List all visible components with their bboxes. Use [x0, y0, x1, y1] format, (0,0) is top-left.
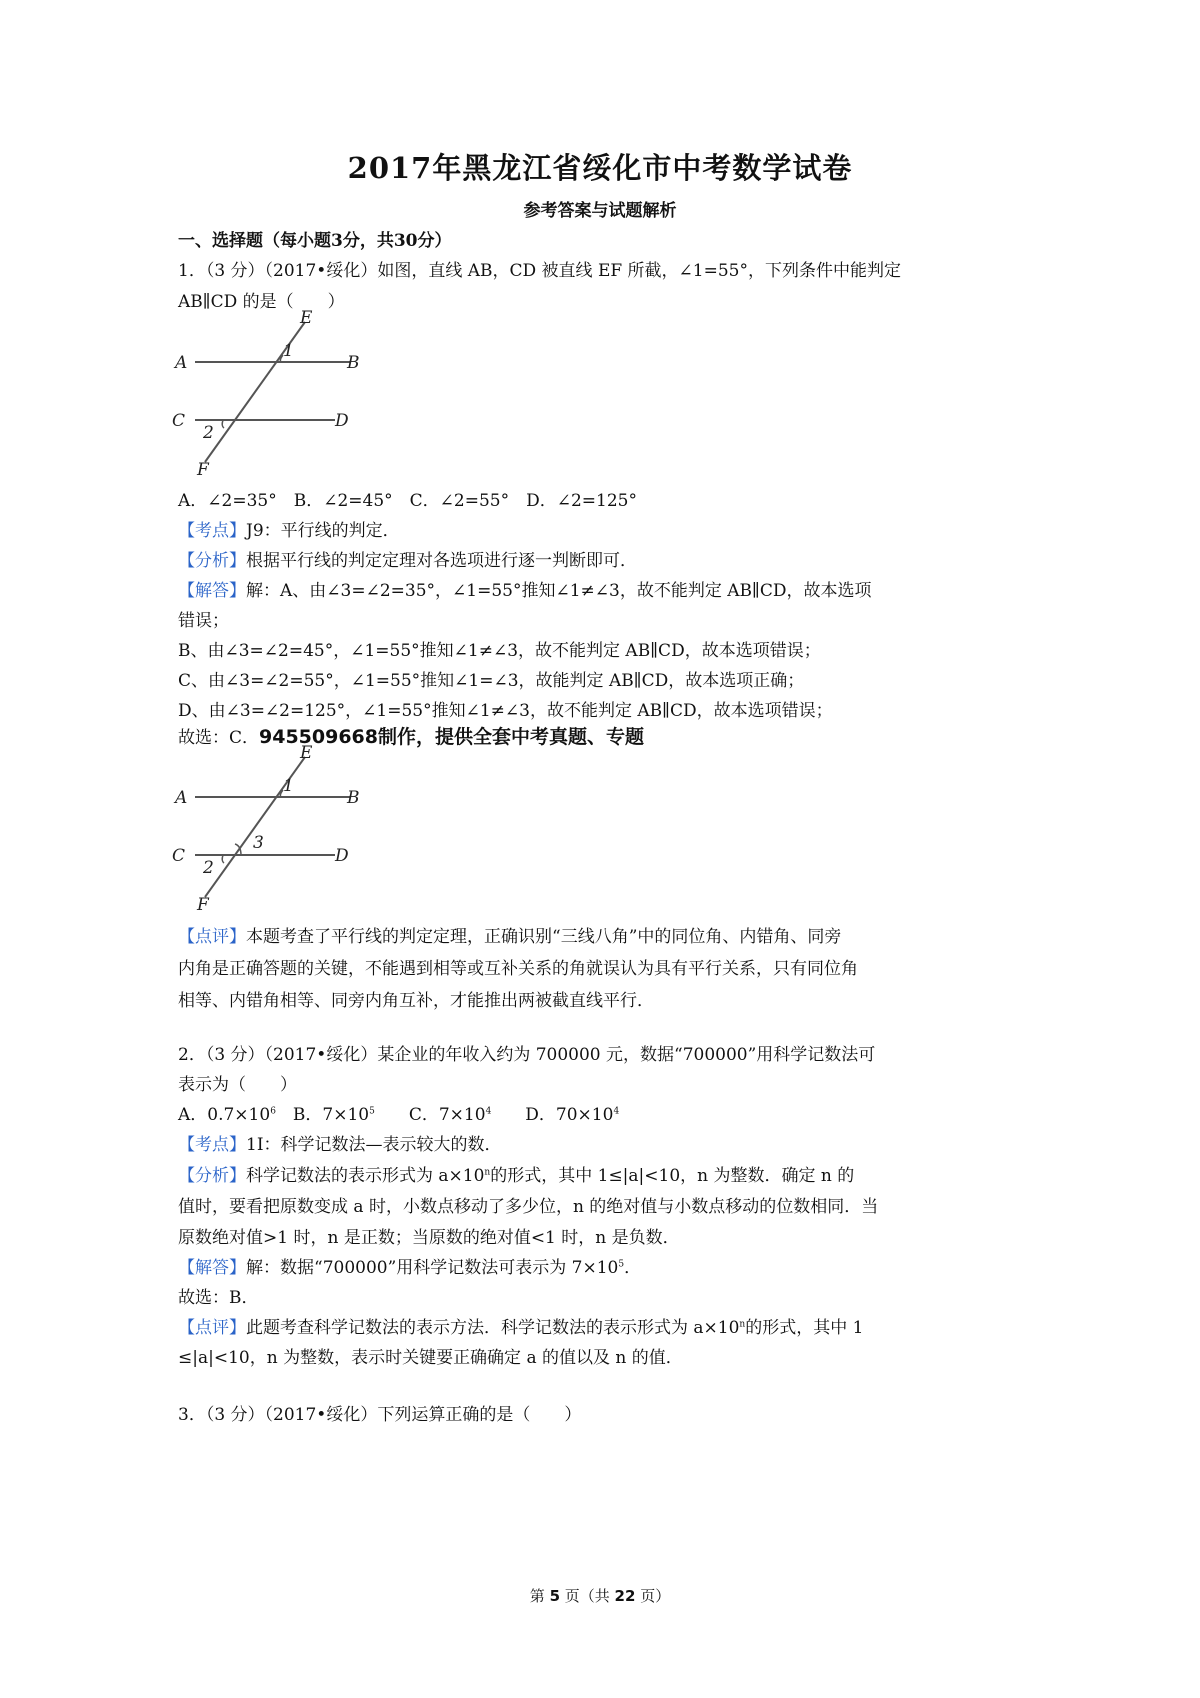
q2-option-b-exp: 5 [369, 1106, 375, 1117]
angle-2-arc [222, 420, 224, 428]
page-footer [0, 1585, 1200, 1606]
label-e: E [300, 743, 313, 763]
q1-stem-line2: AB∥CD 的是（ ） [178, 292, 345, 312]
kaodian-text: J9：平行线的判定． [246, 521, 400, 541]
fenxi-line1b: 的形式，其中 1≤|a|<10，n 为整数．确定 n 的 [490, 1166, 855, 1186]
kaodian-tag: 【考点】 [178, 521, 246, 541]
dianping-line1a: 此题考查科学记数法的表示方法．科学记数法的表示形式为 a×10 [246, 1318, 740, 1338]
q1-kaodian [178, 516, 1038, 541]
q2-option-a-exp: 6 [270, 1106, 276, 1117]
dianping-line1: 本题考查了平行线的判定定理，正确识别“三线八角”中的同位角、内错角、同旁 [246, 927, 842, 947]
q1-options: A．∠2=35° B．∠2=45° C．∠2=55° D．∠2=125° [178, 491, 637, 511]
fenxi-exp: n [484, 1167, 491, 1178]
q2-fenxi-line3: 原数绝对值>1 时，n 是正数；当原数的绝对值<1 时，n 是负数． [178, 1228, 680, 1248]
label-a: A [175, 788, 188, 808]
page-subtitle: 参考答案与试题解析 [523, 201, 677, 221]
kaodian-tag: 【考点】 [178, 1135, 246, 1155]
footer-prefix: 第 [529, 1587, 550, 1605]
kaodian-text: 1I：科学记数法—表示较大的数． [246, 1135, 502, 1155]
jieda-exp: 5 [618, 1259, 625, 1270]
fenxi-line1a: 科学记数法的表示形式为 a×10 [246, 1166, 485, 1186]
q2-stem-line1: 2．（3 分）（2017•绥化）某企业的年收入约为 700000 元，数据“700000”用科学记数法可 [178, 1045, 876, 1065]
section-heading: 一、选择题（每小题3分，共30分） [178, 231, 452, 251]
q1-jieda-line4: C、由∠3=∠2=55°，∠1=55°推知∠1=∠3，故能判定 AB∥CD，故本选项正确； [178, 671, 805, 691]
q2-jieda [178, 1253, 1038, 1278]
jieda-tag: 【解答】 [178, 581, 246, 601]
dianping-line1b: 的形式，其中 1 [745, 1318, 864, 1338]
q1-figure [172, 308, 405, 490]
label-a: A [175, 353, 188, 373]
q1-jieda-line5: D、由∠3=∠2=125°，∠1=55°推知∠1≠∠3，故不能判定 AB∥CD，故本选项错误； [178, 701, 833, 721]
label-d: D [335, 411, 349, 431]
jieda-text: 解：数据“700000”用科学记数法可表示为 7×10 [246, 1258, 619, 1278]
watermark-text: 945509668制作，提供全套中考真题、专题 [259, 726, 644, 748]
q1-dianping-line2: 内角是正确答题的关键，不能遇到相等或互补关系的角就误认为具有平行关系，只有同位角 [178, 959, 858, 979]
q1-dianping [178, 922, 1038, 947]
label-1: 1 [283, 341, 294, 361]
q2-dianping [178, 1313, 1038, 1338]
q2-option-c: C．7×10 [374, 1105, 486, 1125]
q1-fenxi [178, 546, 1038, 571]
label-2: 2 [203, 423, 214, 443]
q2-kaodian [178, 1130, 1038, 1155]
q2-option-a: A．0.7×10 [178, 1105, 271, 1125]
angle-2-arc [222, 855, 224, 863]
dianping-tag: 【点评】 [178, 1318, 246, 1338]
q1-dianping-line3: 相等、内错角相等、同旁内角互补，才能推出两被截直线平行． [178, 991, 654, 1011]
label-2: 2 [203, 858, 214, 878]
footer-middle: 页（共 [560, 1587, 615, 1605]
q2-fenxi-line2: 值时，要看把原数变成 a 时，小数点移动了多少位，n 的绝对值与小数点移动的位数相同．当 [178, 1197, 879, 1217]
q2-options [178, 1100, 1038, 1125]
label-d: D [335, 846, 349, 866]
q2-option-b: B．7×10 [275, 1105, 370, 1125]
q1-jieda [178, 576, 1038, 601]
q2-answer: 故选：B． [178, 1288, 259, 1308]
footer-suffix: 页） [635, 1587, 671, 1605]
label-e: E [300, 308, 313, 328]
label-1: 1 [283, 776, 294, 796]
q2-fenxi [178, 1161, 1038, 1186]
label-b: B [347, 788, 360, 808]
fenxi-tag: 【分析】 [178, 551, 246, 571]
label-f: F [197, 895, 209, 915]
label-c: C [172, 411, 186, 431]
q1-jieda-line3: B、由∠3=∠2=45°，∠1=55°推知∠1≠∠3，故不能判定 AB∥CD，故本选项错误； [178, 641, 821, 661]
page-title: 2017年黑龙江省绥化市中考数学试卷 [347, 151, 853, 185]
q2-option-d: D．70×10 [491, 1105, 614, 1125]
q2-option-c-exp: 4 [485, 1106, 492, 1117]
jieda-line1: 解：A、由∠3=∠2=35°，∠1=55°推知∠1≠∠3，故不能判定 AB∥CD，故本选项 [246, 581, 872, 601]
jieda-end: ． [624, 1258, 642, 1278]
q3-stem: 3．（3 分）（2017•绥化）下列运算正确的是（ ） [178, 1405, 582, 1425]
q2-stem-line2: 表示为（ ） [178, 1075, 297, 1095]
fenxi-text: 根据平行线的判定定理对各选项进行逐一判断即可． [246, 551, 637, 571]
q2-dianping-line2: ≤|a|<10，n 为整数，表示时关键要正确确定 a 的值以及 n 的值． [178, 1348, 683, 1368]
q1-stem-line1: 1．（3 分）（2017•绥化）如图，直线 AB，CD 被直线 EF 所截，∠1=55°，下列条件中能判定 [178, 261, 901, 281]
dianping-exp: n [739, 1319, 746, 1330]
label-3: 3 [253, 833, 264, 853]
footer-total-pages: 22 [614, 1587, 636, 1605]
q2-option-d-exp: 4 [613, 1106, 620, 1117]
footer-page-number: 5 [549, 1587, 560, 1605]
q1-jieda-line2: 错误； [178, 611, 229, 631]
jieda-tag: 【解答】 [178, 1258, 246, 1278]
dianping-tag: 【点评】 [178, 927, 246, 947]
label-f: F [197, 460, 209, 480]
q1-figure-solution [172, 743, 405, 915]
answer-prefix: 故选：C． [178, 728, 260, 748]
label-c: C [172, 846, 186, 866]
fenxi-tag: 【分析】 [178, 1166, 246, 1186]
label-b: B [347, 353, 360, 373]
